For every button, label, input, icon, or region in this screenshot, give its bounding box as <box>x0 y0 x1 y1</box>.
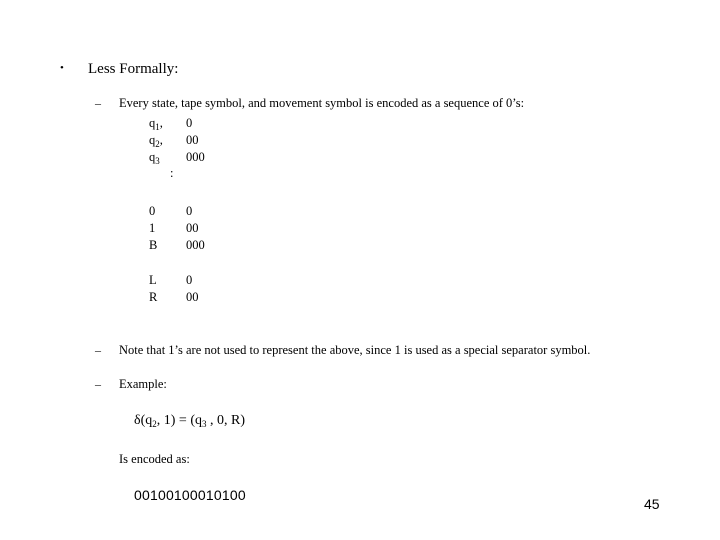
state-q1-label: $q_1$, <box>149 116 163 132</box>
move-right: R <box>149 290 158 304</box>
state-q3-label: $q_3$ <box>149 150 160 166</box>
item3-text: Example: <box>119 377 167 391</box>
bullet-main: • <box>60 62 64 74</box>
dash-3: – <box>95 377 101 391</box>
tape-symbol-blank: B <box>149 238 158 252</box>
state-q2-code: 00 <box>186 133 199 147</box>
move-right-code: 00 <box>186 290 199 304</box>
encoded-value: 00100100010100 <box>134 487 246 503</box>
state-q3-code: 000 <box>186 150 205 164</box>
transition-formula: $\delta(q_2$, $1) = (q_3$ , 0, R) <box>134 413 245 429</box>
move-left-code: 0 <box>186 273 193 287</box>
dash-1: – <box>95 96 101 110</box>
tape-symbol-1-code: 00 <box>186 221 199 235</box>
state-q2-label: $q_2$, <box>149 133 163 149</box>
move-left: L <box>149 273 157 287</box>
page-number: 45 <box>644 496 660 512</box>
item1-text: Every state, tape symbol, and movement symbol is encoded as a sequence of 0’s: <box>119 96 525 110</box>
tape-symbol-1: 1 <box>149 221 156 235</box>
dash-2: – <box>95 343 101 357</box>
tape-symbol-0: 0 <box>149 204 156 218</box>
item2-text: Note that 1’s are not used to represent the above, since 1 is used as a special separator symbol. <box>119 343 591 357</box>
tape-symbol-0-code: 0 <box>186 204 193 218</box>
encoded-label: Is encoded as: <box>119 452 190 466</box>
tape-symbol-blank-code: 000 <box>186 238 205 252</box>
state-q1-code: 0 <box>186 116 193 130</box>
heading: Less Formally: <box>88 61 179 77</box>
states-ellipsis: : <box>170 166 174 180</box>
